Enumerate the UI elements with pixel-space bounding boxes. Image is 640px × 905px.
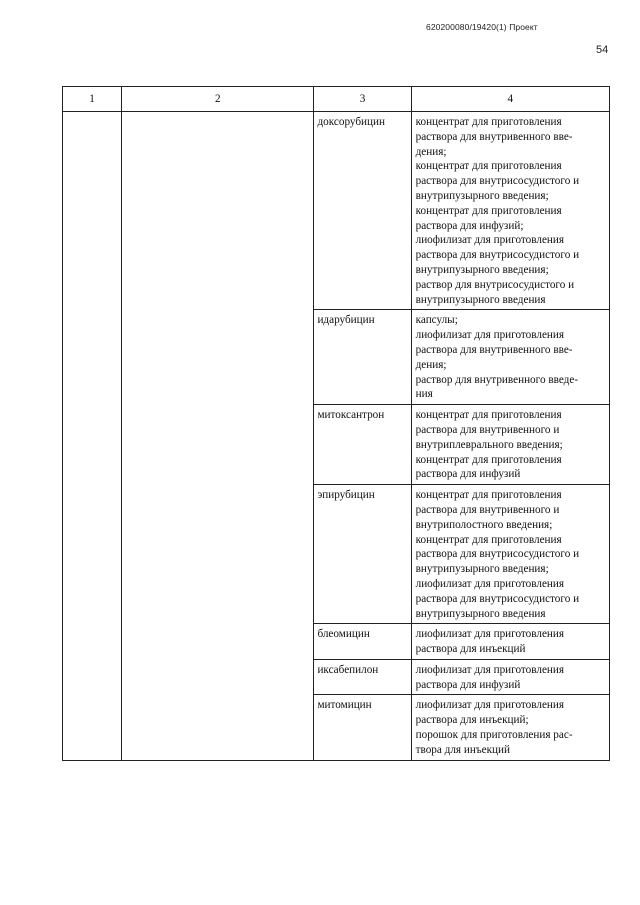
dosage-form-line: раствора для внутрисосудистого и xyxy=(415,592,580,605)
dosage-form-line: раствора для внутрисосудистого и xyxy=(415,175,580,188)
dosage-form-line: раствора для инфузий xyxy=(415,678,521,691)
dosage-form-line: капсулы; xyxy=(415,314,458,327)
dosage-forms-cell xyxy=(411,659,609,695)
dosage-form-line: раствора для внутрисосудистого и xyxy=(415,548,580,561)
dosage-form-line: концентрат для приготовления xyxy=(415,116,562,128)
dosage-form-line: ния xyxy=(415,388,433,401)
table-body xyxy=(63,112,610,761)
dosage-form-line: дения; xyxy=(415,145,447,158)
dosage-form-line: внутрипузырного введения; xyxy=(415,189,549,202)
dosage-forms-cell xyxy=(411,624,609,660)
dosage-form-line: раствора для инъекций; xyxy=(415,714,529,727)
dosage-form-line: лиофилизат для приготовления xyxy=(415,628,565,641)
drug-name-cell: митоксантрон xyxy=(314,405,411,485)
dosage-form-line: внутрипузырного введения xyxy=(415,293,546,306)
dosage-form-line: концентрат для приготовления xyxy=(415,453,562,466)
dosage-form-line: раствор для внутривенного введе- xyxy=(415,373,579,386)
dosage-forms-cell xyxy=(411,405,609,485)
dosage-forms-cell xyxy=(411,112,609,310)
document-id: 620200080/19420(1) Проект xyxy=(426,22,538,32)
dosage-form-line: внутрипузырного введения; xyxy=(415,563,549,576)
drug-forms-table xyxy=(62,86,610,761)
dosage-forms-cell xyxy=(411,310,609,405)
drug-name-cell: эпирубицин xyxy=(314,485,411,624)
dosage-forms-cell xyxy=(411,485,609,624)
dosage-form-line: концентрат для приготовления xyxy=(415,204,562,217)
column-header-2: 2 xyxy=(122,87,314,112)
dosage-form-line: раствор для внутрисосудистого и xyxy=(415,278,575,291)
drug-name-cell: идарубицин xyxy=(314,310,411,405)
dosage-form-line: раствора для инфузий xyxy=(415,468,521,481)
dosage-form-line: внутрипузырного введения; xyxy=(415,263,549,276)
dosage-form-line: раствора для внутривенного вве- xyxy=(415,343,573,356)
dosage-form-line: порошок для приготовления рас- xyxy=(415,729,573,742)
dosage-form-line: раствора для внутривенного и xyxy=(415,503,560,516)
dosage-form-line: лиофилизат для приготовления xyxy=(415,577,565,590)
dosage-form-line: твора для инъекций xyxy=(415,743,510,756)
drug-name-cell: митомицин xyxy=(314,695,411,760)
dosage-form-line: раствора для внутривенного и xyxy=(415,423,560,436)
dosage-form-line: дения; xyxy=(415,358,447,371)
dosage-form-line: раствора для инфузий; xyxy=(415,219,524,232)
dosage-form-line: раствора для внутривенного вве- xyxy=(415,130,573,143)
dosage-form-line: внутриполостного введения; xyxy=(415,518,553,531)
dosage-form-line: раствора для внутрисосудистого и xyxy=(415,249,580,262)
dosage-form-line: концентрат для приготовления xyxy=(415,409,562,422)
drug-name-cell: доксорубицин xyxy=(314,112,411,310)
column-header-3: 3 xyxy=(314,87,411,112)
dosage-form-line: концентрат для приготовления xyxy=(415,160,562,173)
dosage-form-line: внутриплеврального введения; xyxy=(415,438,563,451)
dosage-form-line: внутрипузырного введения xyxy=(415,607,546,620)
table-row xyxy=(63,112,610,310)
drug-name-cell: иксабепилон xyxy=(314,659,411,695)
dosage-form-line: лиофилизат для приготовления xyxy=(415,663,565,676)
table-header-row xyxy=(63,87,610,112)
dosage-form-line: раствора для инъекций xyxy=(415,643,526,656)
dosage-forms-cell xyxy=(411,695,609,760)
dosage-form-line: концентрат для приготовления xyxy=(415,533,562,546)
empty-cell-col2 xyxy=(122,112,314,761)
dosage-form-line: лиофилизат для приготовления xyxy=(415,699,565,712)
dosage-form-line: лиофилизат для приготовления xyxy=(415,329,565,342)
empty-cell-col1 xyxy=(63,112,122,761)
column-header-1: 1 xyxy=(63,87,122,112)
page-number: 54 xyxy=(596,44,609,56)
dosage-form-line: концентрат для приготовления xyxy=(415,489,562,502)
dosage-form-line: лиофилизат для приготовления xyxy=(415,234,565,247)
column-header-4: 4 xyxy=(411,87,609,112)
drug-name-cell: блеомицин xyxy=(314,624,411,660)
